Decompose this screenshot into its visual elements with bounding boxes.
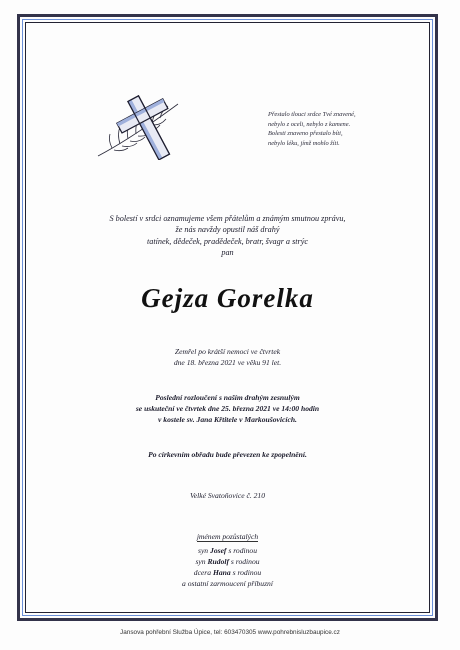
mourner-row: a ostatní zarmoucení příbuzní <box>182 579 273 588</box>
poem-line: Přestalo tlouci srdce Tvé znavené, <box>268 111 356 118</box>
death-line: Zemřel po krátší nemoci ve čtvrtek <box>174 347 281 356</box>
death-line: dne 18. března 2021 ve věku 91 let. <box>173 358 282 367</box>
intro-line: pan <box>221 248 234 258</box>
poem-line: nebylo z oceli, nebylo z kamene. <box>268 120 351 128</box>
ceremony-line: Poslední rozloučení s naším drahým zesnulým <box>155 393 300 402</box>
mourner-row: dcera Hana s rodinou <box>193 568 262 577</box>
intro-line: tatínek, dědeček, pradědeček, bratr, švagr a strýc <box>147 236 308 246</box>
family-address: Velké Svatoňovice č. 210 <box>189 491 266 500</box>
poem-line: Bolesti znaveno přestalo bíti, <box>268 130 343 138</box>
funeral-service-footer: Jansova pohřební Služba Úpice, tel: 603470305 www.pohrebnisluzbaupice.cz <box>120 629 340 636</box>
ceremony-line: se uskuteční ve čtvrtek dne 25. března 2021 ve 14:00 hodin <box>135 404 320 413</box>
mourner-row: syn Rudolf s rodinou <box>195 557 260 566</box>
ceremony-info <box>25 392 430 425</box>
announcement-intro <box>25 213 430 259</box>
intro-line: že nás navždy opustil náš drahý <box>175 225 280 235</box>
intro-line: S bolestí v srdci oznamujeme všem přátelům a známým smutnou zprávu, <box>109 214 346 223</box>
memorial-poem <box>268 110 418 148</box>
cremation-note: Po církevním obřadu bude převezen ke zpopelnění. <box>148 450 307 459</box>
cross-palm-icon <box>92 88 200 160</box>
mourners-list <box>25 545 430 589</box>
mourner-row: syn Josef s rodinou <box>197 546 257 555</box>
mourners-heading <box>25 531 430 542</box>
death-info <box>25 346 430 368</box>
poem-line: nebylo léku, jímž mohlo žíti. <box>268 139 340 147</box>
deceased-name: Gejza Gorelka <box>141 283 314 313</box>
ceremony-line: v kostele sv. Jana Křtitele v Markoušovicích. <box>158 415 297 424</box>
mourners-heading-text: jménem pozůstalých <box>196 532 259 541</box>
